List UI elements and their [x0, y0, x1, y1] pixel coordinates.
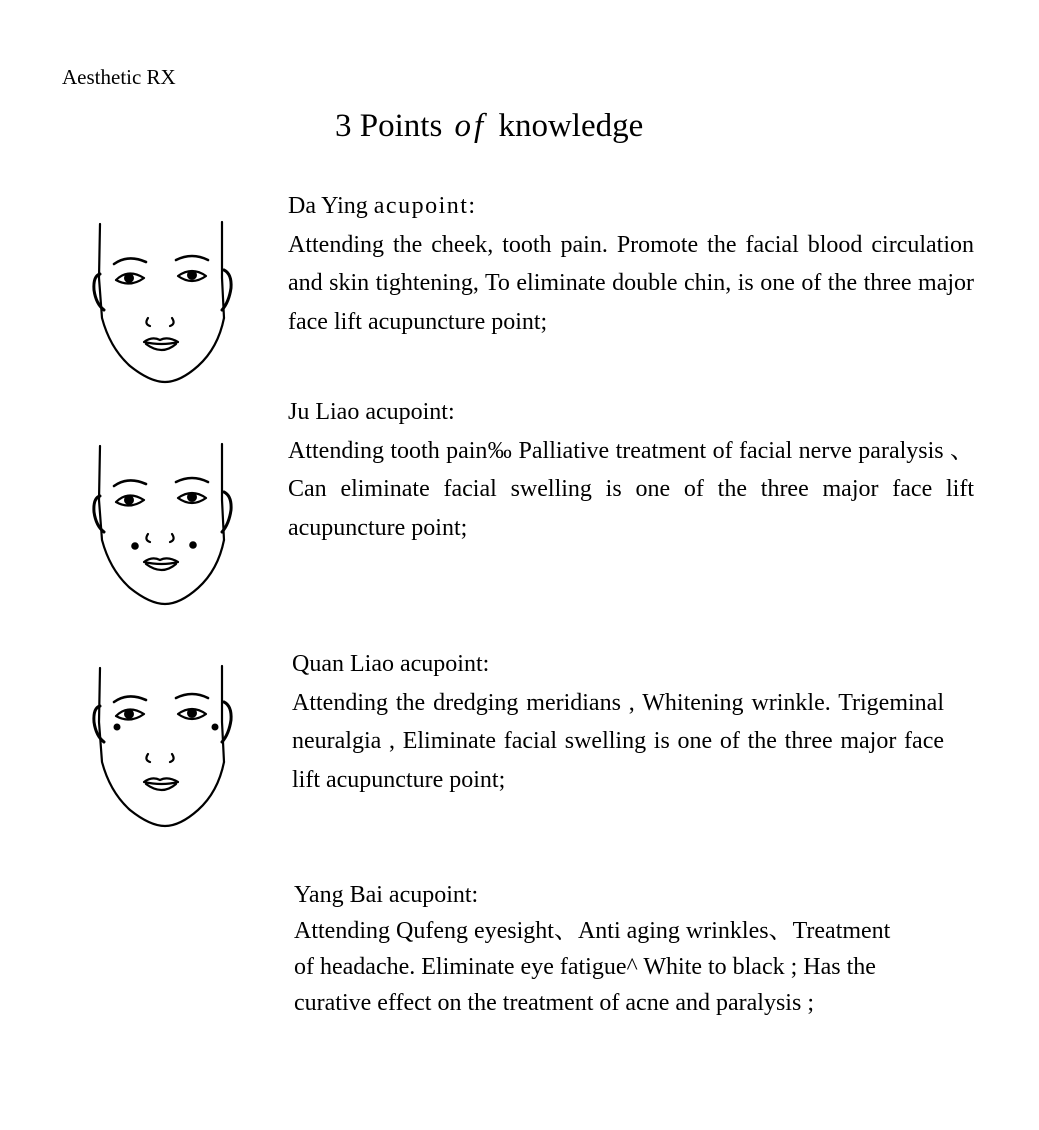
nose-left [146, 534, 150, 542]
section-quan-liao [292, 645, 944, 799]
right-eyebrow [176, 256, 208, 260]
left-eyebrow [114, 480, 146, 486]
section-ju-liao [288, 393, 974, 547]
section-da-ying [288, 187, 974, 341]
brand-label: Aesthetic RX [62, 65, 176, 89]
left-iris [124, 495, 134, 505]
acupoint-right-marker [212, 724, 219, 731]
section-heading: Ju Liao acupoint: [288, 399, 455, 425]
nose-left [146, 754, 150, 762]
upper-lip [144, 338, 178, 344]
face-illustration-ju-liao [90, 440, 240, 610]
acupoint-left-marker [114, 724, 121, 731]
acupoint-label: acupoint: [373, 193, 477, 219]
description-line: of headache. Eliminate eye fatigue^ White to black ; Has the [294, 954, 876, 980]
face-illustration-quan-liao [90, 662, 240, 832]
face-outline-left [99, 224, 224, 382]
section-heading [288, 187, 974, 226]
left-iris [124, 273, 134, 283]
title-of: of [454, 108, 487, 144]
face-outline-left [99, 668, 224, 826]
description-line: curative effect on the treatment of acne and paralysis ; [294, 990, 814, 1016]
nose-right [170, 754, 174, 762]
section-description: Attending the dredging meridians , Whitening wrinkle. Trigeminal neuralgia , Eliminate facial swelling is one of the three major face lift acupuncture point; [292, 689, 944, 793]
left-eyebrow [114, 696, 146, 702]
nose-right [170, 318, 174, 326]
section-description: Attending tooth pain‰ Palliative treatment of facial nerve paralysis 、 Can eliminate facial swelling is one of the three major face lift acupuncture point; [288, 437, 974, 541]
acupoint-right-marker [189, 541, 197, 549]
title-suffix: knowledge [498, 108, 644, 144]
right-iris [187, 270, 197, 280]
left-eyebrow [114, 258, 146, 264]
face-illustration-da-ying [90, 218, 240, 388]
upper-lip [144, 778, 178, 784]
right-eyebrow [176, 478, 208, 482]
title-prefix: 3 Points [335, 108, 443, 144]
acupoint-left-marker [131, 542, 139, 550]
description-line: Attending Qufeng eyesight、Anti aging wrinkles、Treatment [294, 918, 891, 944]
section-heading: Quan Liao acupoint: [292, 651, 490, 677]
right-iris [187, 708, 197, 718]
acupoint-name: Da Ying [288, 193, 368, 219]
right-iris [187, 492, 197, 502]
face-outline-right [222, 666, 224, 762]
page-title [335, 108, 643, 145]
upper-lip [144, 558, 178, 564]
right-eyebrow [176, 694, 208, 698]
section-yang-bai [294, 877, 994, 1021]
section-description: Attending the cheek, tooth pain. Promote the facial blood circulation and skin tightening, To eliminate double chin, is one of the three major face lift acupuncture point; [288, 231, 974, 335]
left-iris [124, 709, 134, 719]
nose-left [146, 318, 150, 326]
section-heading: Yang Bai acupoint: [294, 882, 479, 908]
section-description [294, 913, 994, 1021]
face-outline-left [99, 446, 224, 604]
nose-right [170, 534, 174, 542]
